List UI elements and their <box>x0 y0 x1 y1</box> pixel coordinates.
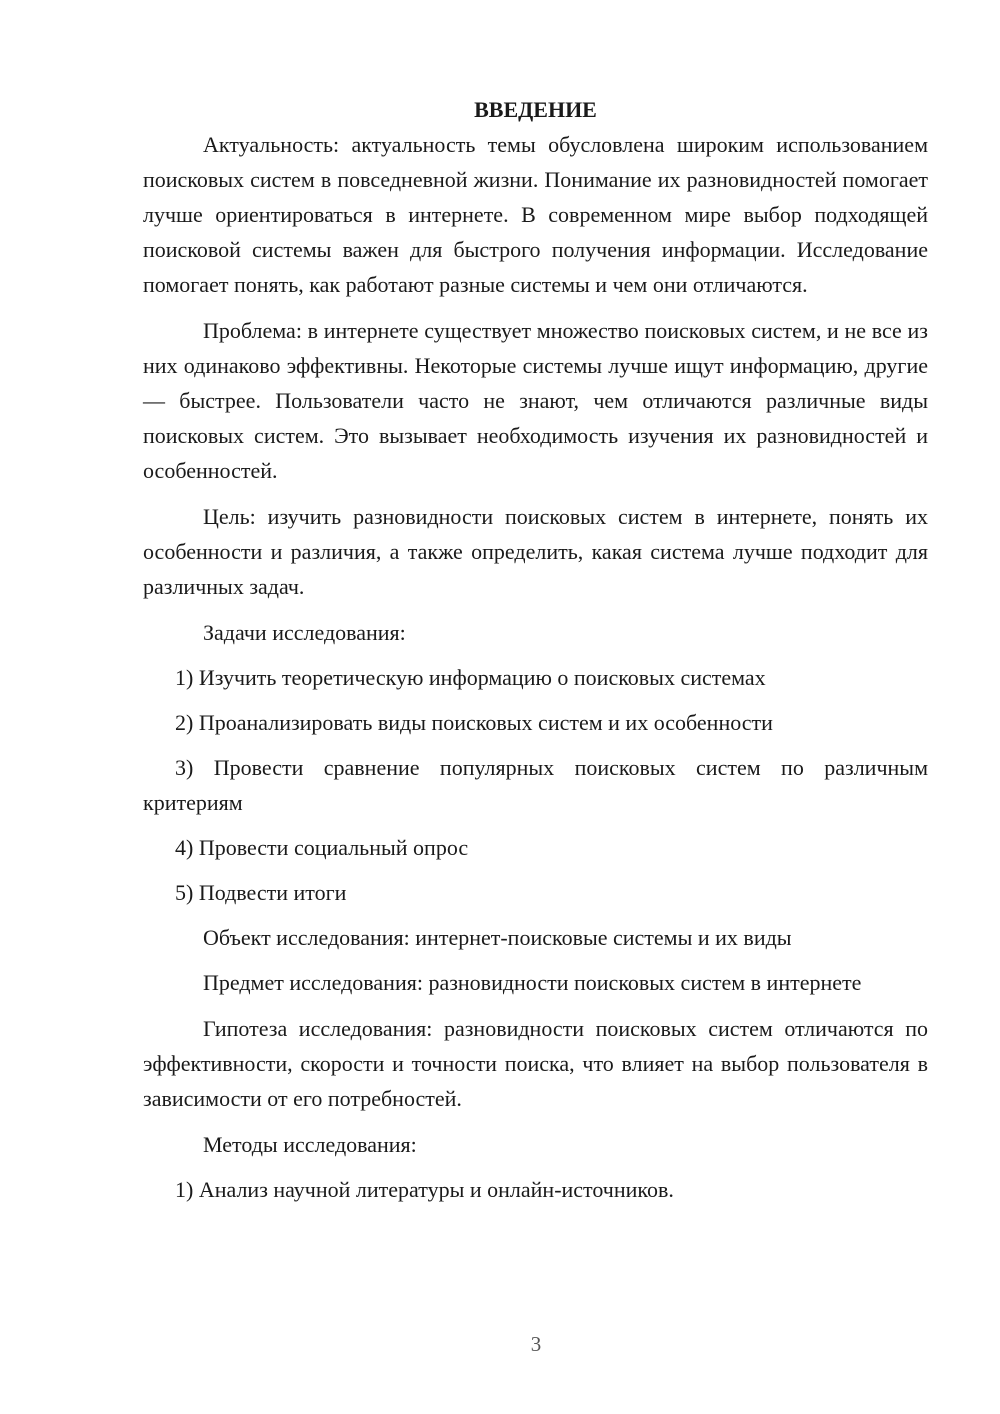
method-item: 1) Анализ научной литературы и онлайн-источников. <box>175 1177 674 1202</box>
task-item: 2) Проанализировать виды поисковых систем и их особенности <box>175 710 773 735</box>
task-item: 3) Провести сравнение популярных поисковых систем по различным критериям <box>143 755 928 815</box>
section-title: ВВЕДЕНИЕ <box>474 97 597 122</box>
methods-heading: Методы исследования: <box>203 1132 417 1157</box>
task-item: 5) Подвести итоги <box>175 880 347 905</box>
object-paragraph: Объект исследования: интернет-поисковые системы и их виды <box>203 925 792 950</box>
task-item: 1) Изучить теоретическую информацию о поисковых системах <box>175 665 766 690</box>
relevance-paragraph: Актуальность: актуальность темы обусловлена широким использованием поисковых систем в повседневной жизни. Понимание их разновидностей помогает лучше ориентироваться в интернете. В современном мире выбор подходящей поисковой системы важен для быстрого получения информации. Исследование помогает понять, как работают разные системы и чем они отличаются. <box>143 132 928 297</box>
document-body <box>143 92 928 1217</box>
tasks-heading: Задачи исследования: <box>203 620 406 645</box>
goal-paragraph: Цель: изучить разновидности поисковых систем в интернете, понять их особенности и различия, а также определить, какая система лучше подходит для различных задач. <box>143 504 928 599</box>
hypothesis-paragraph: Гипотеза исследования: разновидности поисковых систем отличаются по эффективности, скорости и точности поиска, что влияет на выбор пользователя в зависимости от его потребностей. <box>143 1016 928 1111</box>
task-item: 4) Провести социальный опрос <box>175 835 469 860</box>
subject-paragraph: Предмет исследования: разновидности поисковых систем в интернете <box>203 970 862 995</box>
page-number: 3 <box>530 1332 542 1356</box>
problem-paragraph: Проблема: в интернете существует множество поисковых систем, и не все из них одинаково эффективны. Некоторые системы лучше ищут информацию, другие — быстрее. Пользователи часто не знают, чем отличаются различные виды поисковых систем. Это вызывает необходимость изучения их разновидностей и особенностей. <box>143 318 928 483</box>
